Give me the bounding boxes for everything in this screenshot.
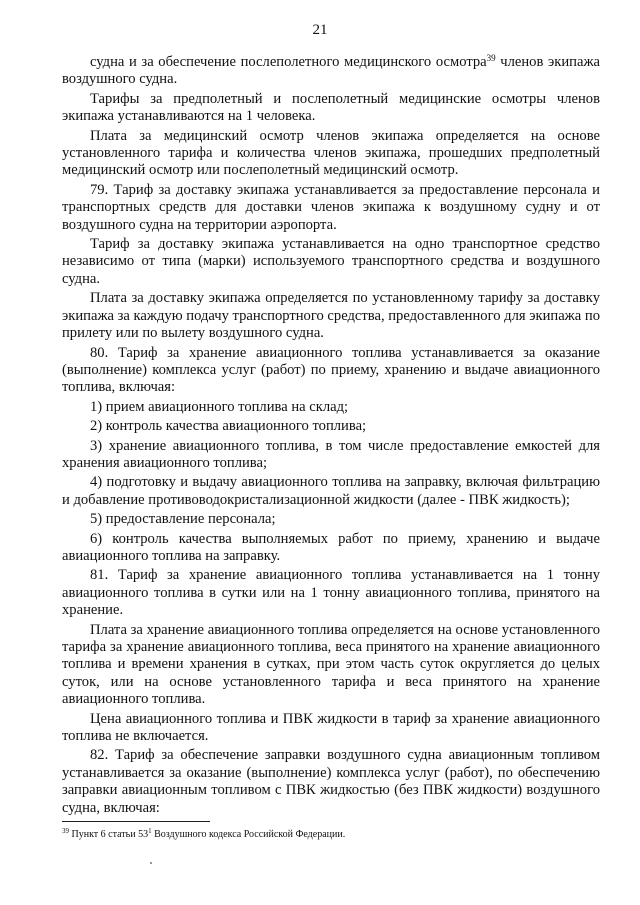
list-item: 5) предоставление персонала;: [90, 511, 276, 528]
document-body: [62, 54, 600, 819]
footnote-reference[interactable]: 39: [486, 53, 496, 63]
paragraph: 80. Тариф за хранение авиационного топлива устанавливается за оказание (выполнение) комплекса услуг (работ) по приему, хранению и выдаче авиационного топлива, включая:: [62, 344, 600, 396]
list-item: 6) контроль качества выполняемых работ по приему, хранению и выдаче авиационного топлива на заправку.: [62, 530, 600, 564]
list-item: 2) контроль качества авиационного топлива;: [90, 418, 367, 435]
paragraph: 79. Тариф за доставку экипажа устанавливается за предоставление персонала и транспортных средств для доставки членов экипажа к воздушному судну и от воздушного судна на территории аэропорта.: [62, 181, 600, 233]
footnote-separator: [62, 821, 210, 822]
list-item: 1) прием авиационного топлива на склад;: [90, 398, 349, 415]
footnote-marker: 39: [62, 827, 69, 835]
paragraph: Плата за хранение авиационного топлива определяется на основе установленного тарифа за хранение авиационного топлива, веса принятого на хранение авиационного топлива и времени хранения в сутках, при этом часть суток округляется до целых суток, или на основе установленного тарифа и веса принятого на хранение авиационного топлива.: [62, 621, 600, 708]
footnote-text: Пункт 6 статьи 53: [69, 829, 149, 840]
paragraph: Тариф за доставку экипажа устанавливается на одно транспортное средство независимо от типа (марки) используемого транспортного средства и воздушного судна.: [62, 236, 600, 287]
paragraph: Цена авиационного топлива и ПВК жидкости в тариф за хранение авиационного топлива не включается.: [62, 710, 600, 745]
paragraph: Плата за медицинский осмотр членов экипажа определяется на основе установленного тарифа и количества членов экипажа, прошедших предполетный медицинский осмотр или послеполетный медицинский осмотр.: [62, 127, 600, 179]
footnote-article-superscript: 1: [148, 827, 152, 835]
paragraph-text-tail: членов экипажа воздушного судна.: [62, 54, 601, 88]
paragraph: [62, 54, 600, 89]
footnote-text-tail: Воздушного кодекса Российской Федерации.: [151, 829, 346, 840]
paragraph: Плата за доставку экипажа определяется по установленному тарифу за доставку экипажа за каждую подачу транспортного средства, предоставленного для экипажа по прилету или по вылету воздушного судна.: [62, 290, 601, 342]
paragraph: 82. Тариф за обеспечение заправки воздушного судна авиационным топливом устанавливается за оказание (выполнение) комплекса услуг (работ), по обеспечению заправки авиационным топливом с ПВК жидкостью (без ПВК жидкости) воздушного судна, включая:: [62, 747, 600, 816]
page-number: 21: [312, 22, 328, 38]
list-item: 4) подготовку и выдачу авиационного топлива на заправку, включая фильтрацию и добавление противоводокристализационной жидкости (далее - ПВК жидкость);: [62, 474, 600, 508]
scan-speck: [150, 862, 152, 864]
footnote: [62, 828, 600, 841]
paragraph: Тарифы за предполетный и послеполетный медицинские осмотры членов экипажа устанавливаются на 1 человека.: [62, 90, 600, 125]
paragraph: 81. Тариф за хранение авиационного топлива устанавливается на 1 тонну авиационного топлива в сутки или на 1 тонну авиационного топлива, принятого на хранение.: [62, 567, 600, 619]
paragraph-text: судна и за обеспечение послеполетного медицинского осмотра: [90, 54, 487, 70]
list-item: 3) хранение авиационного топлива, в том числе предоставление емкостей для хранения авиационного топлива;: [62, 437, 600, 471]
